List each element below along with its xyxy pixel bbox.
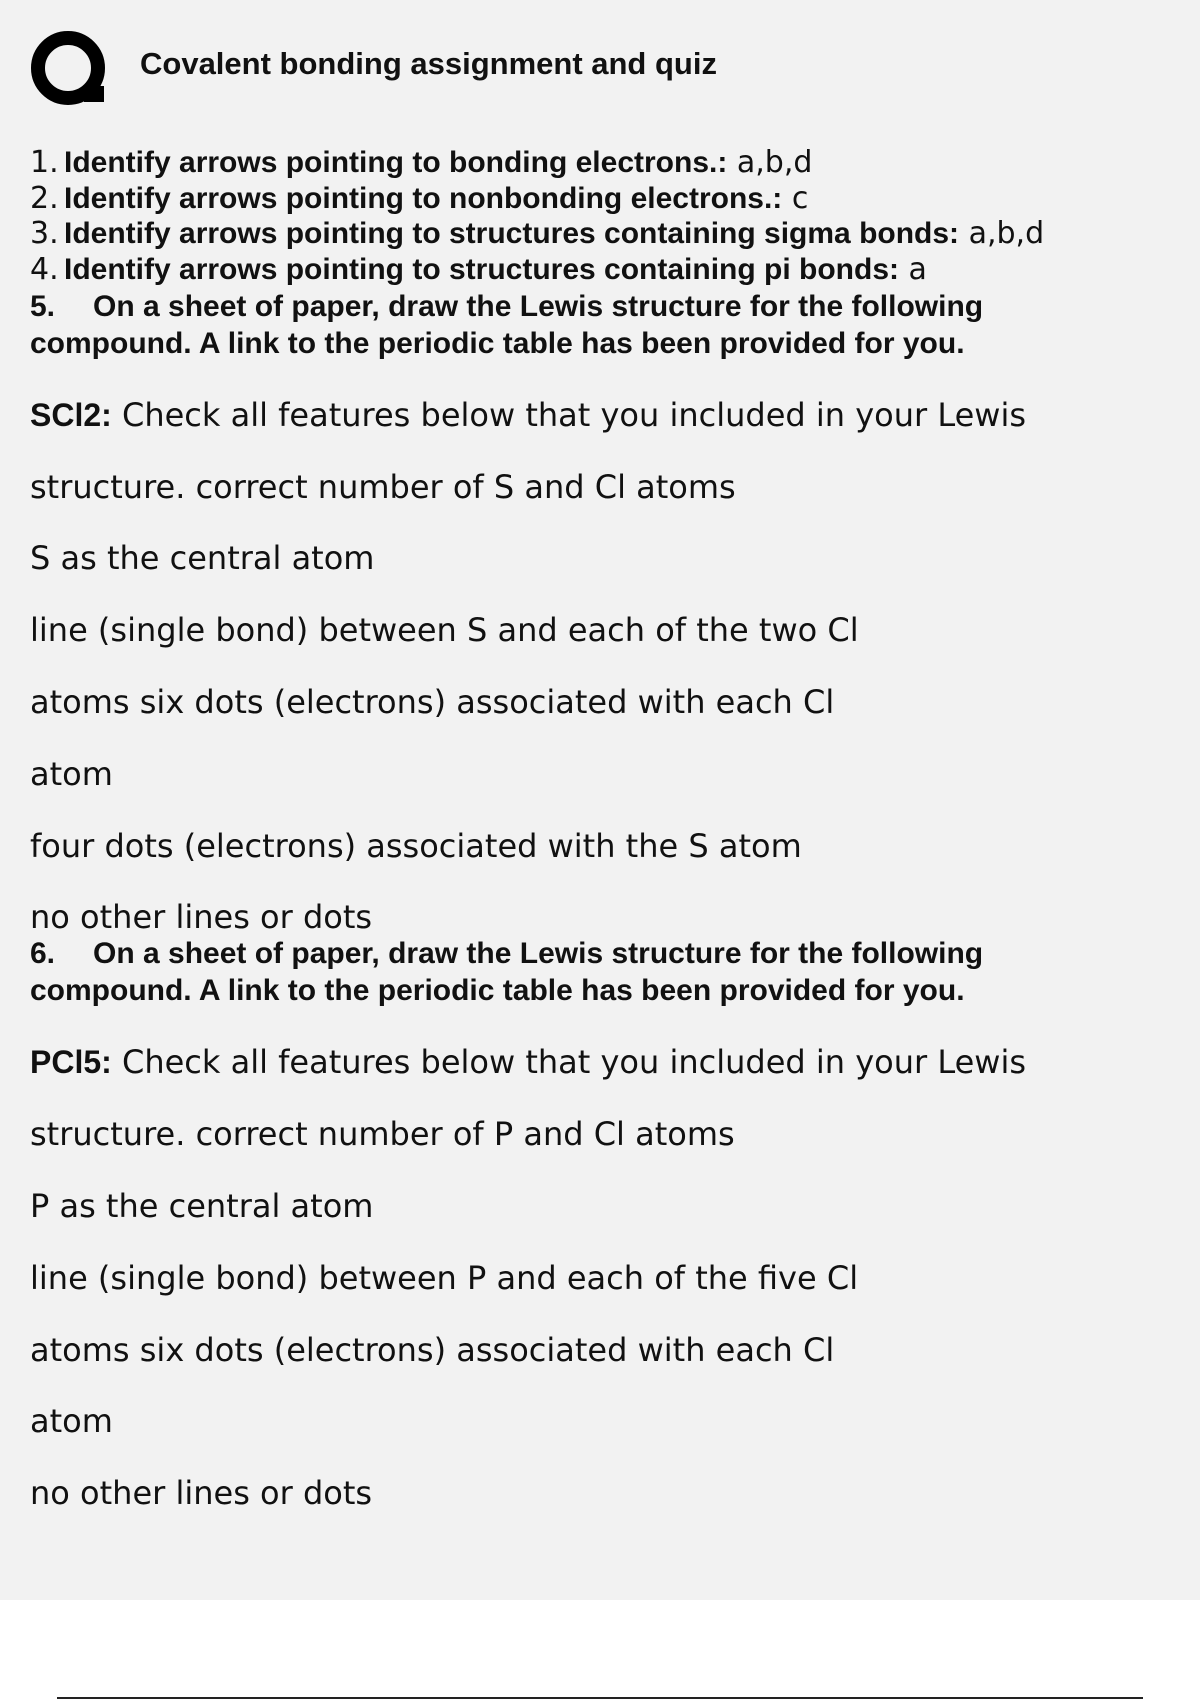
question-prompt: Identify arrows pointing to structures containing sigma bonds: bbox=[64, 217, 960, 250]
q5-checklist-line: structure. correct number of S and Cl atoms bbox=[30, 468, 736, 506]
q6-checklist-line: atom bbox=[30, 1402, 113, 1440]
q6-checklist-line: structure. correct number of P and Cl atoms bbox=[30, 1115, 735, 1153]
question-prompt: Identify arrows pointing to structures containing pi bonds: bbox=[64, 252, 900, 286]
q5-checklist-line: no other lines or dots bbox=[30, 898, 373, 936]
question-5-heading: 5. On a sheet of paper, draw the Lewis structure for the following compound. A link to the periodic table has been provided for you. bbox=[30, 290, 984, 360]
title-text: Covalent bonding assignment and quiz bbox=[140, 46, 717, 81]
q5-checklist-line: atoms six dots (electrons) associated with each Cl bbox=[30, 683, 835, 721]
question-item: 1. Identify arrows pointing to bonding electrons.: a,b,d bbox=[30, 145, 813, 180]
question-item: 2. Identify arrows pointing to nonbonding electrons.: c bbox=[30, 180, 809, 216]
document-title bbox=[140, 40, 760, 100]
q6-checklist-line: no other lines or dots bbox=[30, 1474, 373, 1512]
q5-checklist-line: line (single bond) between S and each of the two Cl bbox=[30, 611, 859, 649]
q6-checklist-line: P as the central atom bbox=[30, 1187, 374, 1225]
question-6-heading: 6. On a sheet of paper, draw the Lewis structure for the following compound. A link to the periodic table has been provided for you. bbox=[30, 937, 984, 1007]
q6-checklist-line: atoms six dots (electrons) associated with each Cl bbox=[30, 1331, 835, 1369]
q5-checklist-line: atom bbox=[30, 755, 113, 793]
compound-label: PCl5: bbox=[30, 1044, 112, 1080]
q5-checklist-intro: SCl2: Check all features below that you included in your Lewis bbox=[30, 396, 1027, 434]
question-prompt: Identify arrows pointing to bonding electrons.: bbox=[64, 146, 728, 179]
q-logo-icon bbox=[30, 30, 112, 112]
question-answer: a bbox=[899, 251, 927, 287]
compound-label: SCl2: bbox=[30, 397, 112, 433]
question-item: 4. Identify arrows pointing to structures containing pi bonds: a bbox=[30, 251, 927, 287]
question-item: 3. Identify arrows pointing to structures containing sigma bonds: a,b,d bbox=[30, 216, 1045, 251]
q5-checklist-line: four dots (electrons) associated with the S atom bbox=[30, 827, 802, 865]
q5-checklist-line: S as the central atom bbox=[30, 539, 375, 577]
footer-divider bbox=[57, 1697, 1143, 1699]
q6-checklist-line: line (single bond) between P and each of the five Cl bbox=[30, 1259, 859, 1297]
q6-checklist-intro: PCl5: Check all features below that you included in your Lewis bbox=[30, 1043, 1027, 1081]
question-list-1-4 bbox=[30, 145, 1180, 287]
question-prompt: Identify arrows pointing to nonbonding electrons.: bbox=[64, 181, 783, 215]
question-answer: c bbox=[782, 180, 809, 216]
question-answer: a,b,d bbox=[727, 145, 813, 180]
question-answer: a,b,d bbox=[959, 216, 1045, 251]
